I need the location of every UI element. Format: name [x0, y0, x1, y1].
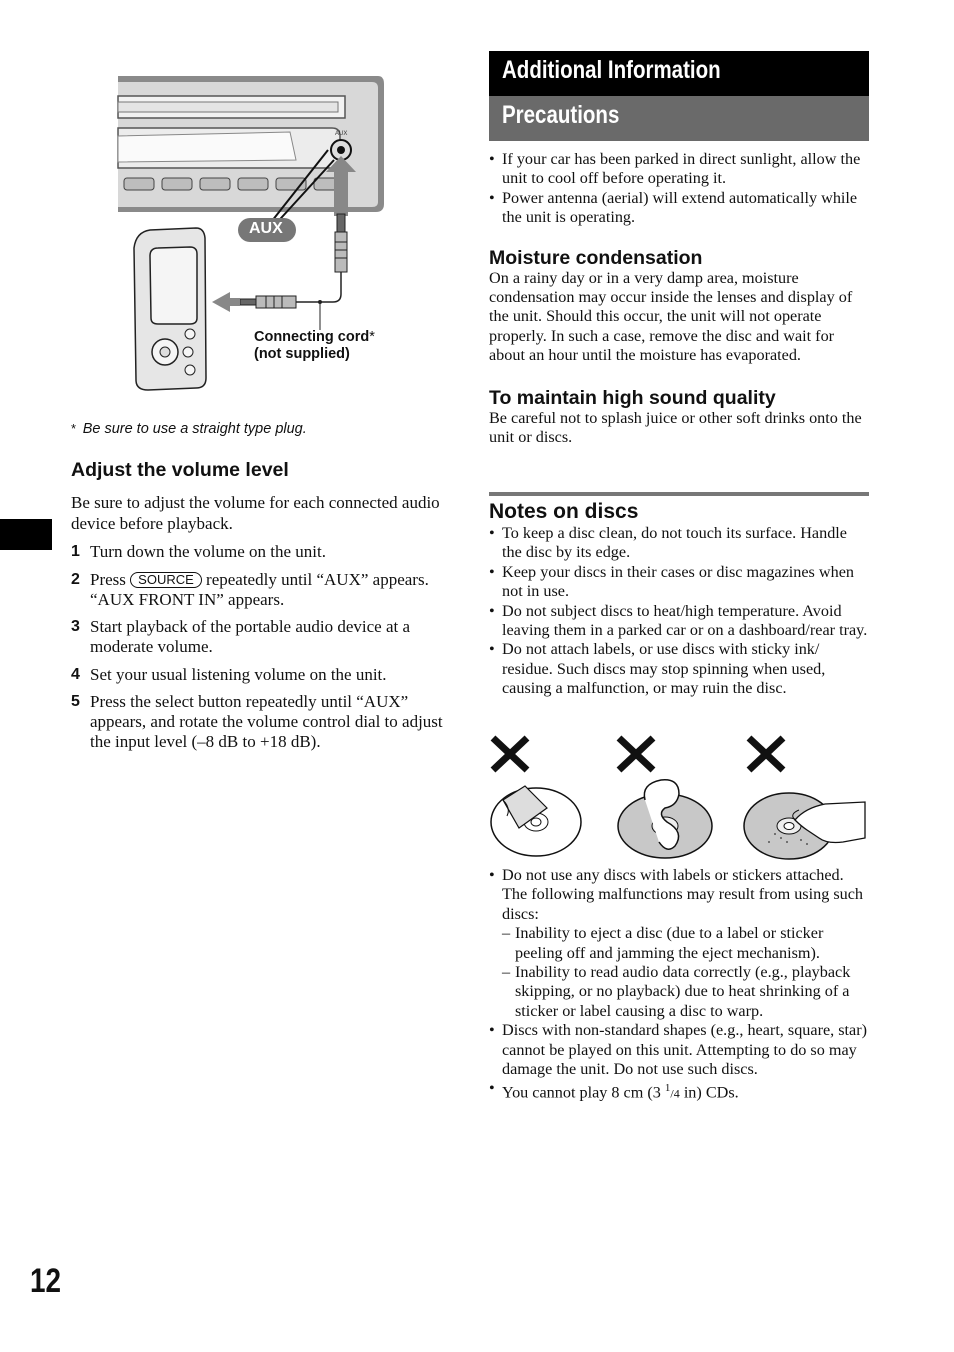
cord-label — [254, 329, 375, 363]
list-item: • Do not attach labels, or use discs with sticky ink/ residue. Such discs may stop spinning when used, causing a malfunction, or may ruin the disc. — [489, 640, 869, 698]
disc-with-label-icon — [491, 786, 581, 856]
adjust-volume-section — [71, 459, 451, 760]
step-number: 2 — [71, 570, 80, 588]
cd-text-pre: You cannot play 8 cm (3 — [502, 1083, 665, 1102]
disc-touched-by-hand-icon — [744, 793, 865, 859]
step-number: 4 — [71, 665, 80, 683]
section-title: Additional Information — [502, 56, 721, 84]
prohibited-icon — [749, 738, 783, 770]
step-text: Start playback of the portable audio device at a moderate volume. — [90, 617, 411, 656]
adjust-volume-heading: Adjust the volume level — [71, 459, 289, 481]
warped-disc-icon — [618, 780, 712, 858]
step-text-post: repeatedly until “AUX” appears. — [201, 569, 429, 589]
moisture-text: On a rainy day or in a very damp area, moisture condensation may occur inside the lenses and display of the unit. Should this occur, the unit will not operate properly. In such a case, remove the disc and wait for about an hour until the moisture has evaporated. — [489, 268, 853, 365]
sound-quality-text: Be careful not to splash juice or other soft drinks onto the unit or discs. — [489, 408, 862, 447]
step-text-pre: Press — [90, 569, 131, 589]
step-note: “AUX FRONT IN” appears. — [90, 589, 285, 609]
list-item: • Power antenna (aerial) will extend automatically while the unit is operating. — [489, 189, 869, 228]
page-number: 12 — [30, 1262, 62, 1300]
cord-label-star: * — [369, 329, 375, 345]
section-tab-marker — [0, 519, 52, 550]
moisture-heading: Moisture condensation — [489, 246, 703, 269]
notes-section — [489, 500, 869, 699]
step-1 — [71, 542, 451, 562]
adjust-volume-steps — [71, 542, 451, 752]
footnote-text: Be sure to use a straight type plug. — [82, 421, 307, 437]
cd-text-post: in) CDs. — [679, 1083, 739, 1102]
list-item: • Keep your discs in their cases or disc magazines when not in use. — [489, 563, 869, 602]
step-number: 5 — [71, 693, 80, 710]
step-text: Turn down the volume on the unit. — [90, 542, 326, 561]
malfunctions-list — [502, 924, 869, 1021]
disc-warning-illustrations — [489, 734, 869, 860]
list-item — [489, 866, 869, 1021]
adjust-volume-intro: Be sure to adjust the volume for each connected audio device before playback. — [71, 493, 440, 533]
notes-rule — [489, 492, 869, 496]
cd-fraction-denominator: /4 — [670, 1086, 680, 1101]
labels-follow-text: The following malfunctions may result from using such discs: — [502, 885, 864, 923]
step-number: 1 — [71, 543, 80, 560]
list-item: • Discs with non-standard shapes (e.g., heart, square, star) cannot be played on this unit. Attempting to do so may damage the unit. Do not use such discs. — [489, 1021, 869, 1079]
labels-bullet-text: Do not use any discs with labels or stickers attached. — [502, 866, 844, 884]
arrow-left-icon — [212, 292, 240, 312]
list-item — [489, 1079, 869, 1104]
list-item: • Do not subject discs to heat/high temperature. Avoid leaving them in a parked car or on a dashboard/rear tray. — [489, 602, 869, 641]
notes-heading: Notes on discs — [489, 500, 639, 523]
cd-fraction-numerator: 1 — [664, 1082, 671, 1095]
prohibited-icon — [493, 738, 527, 770]
aux-jack-label: AUX — [335, 131, 348, 137]
label-warnings-list — [489, 866, 869, 1104]
sound-quality-heading: To maintain high sound quality — [489, 386, 776, 409]
aux-badge-label: AUX — [249, 220, 283, 237]
step-5 — [71, 692, 451, 752]
step-number: 3 — [71, 618, 80, 635]
step-text: Press the select button repeatedly until “AUX” appears, and rotate the volume control dial to adjust the input level (–8 dB to +18 dB). — [90, 692, 443, 751]
prohibited-icon — [619, 738, 653, 770]
footnote-star: * — [71, 421, 77, 436]
connection-diagram — [100, 70, 400, 400]
disc-illustrations — [489, 734, 869, 860]
step-text: Set your usual listening volume on the unit. — [90, 664, 387, 684]
cord-label-line2: (not supplied) — [254, 346, 350, 362]
step-3 — [71, 617, 451, 657]
notes-list — [489, 524, 869, 699]
list-item: – Inability to read audio data correctly (e.g., playback skipping, or no playback) due to heat shrinking of a sticker or label causing a disc to warp. — [502, 963, 869, 1021]
step-4 — [71, 665, 451, 685]
right-column-text — [489, 150, 869, 447]
label-warnings-section — [489, 866, 869, 1104]
list-item: • To keep a disc clean, do not touch its surface. Handle the disc by its edge. — [489, 524, 869, 563]
precautions-list — [489, 150, 869, 228]
list-item: – Inability to eject a disc (due to a label or sticker peeling off and jamming the eject mechanism). — [502, 924, 869, 963]
subsection-title: Precautions — [502, 101, 620, 129]
cord-label-line1: Connecting cord — [254, 329, 370, 345]
portable-audio-player — [134, 228, 206, 390]
footnote — [71, 421, 307, 438]
source-key: SOURCE — [130, 572, 202, 588]
step-2 — [71, 570, 451, 610]
list-item: • If your car has been parked in direct sunlight, allow the unit to cool off before operating it. — [489, 150, 869, 189]
